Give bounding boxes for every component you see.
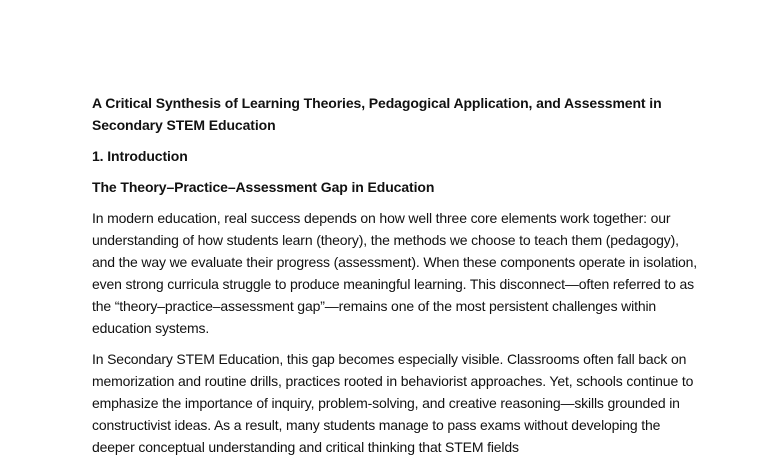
document-title: A Critical Synthesis of Learning Theories, Pedagogical Application, and Assessment in Secondary STEM Education	[92, 95, 662, 133]
paragraph: In modern education, real success depends on how well three core elements work together: our understanding of how students learn (theory), the methods we choose to teach them (pedagogy), and the way we evaluate their progress (assessment). When these components operate in isolation, even strong curricula struggle to produce meaningful learning. This disconnect—often referred to as the “theory–practice–assessment gap”—remains one of the most persistent challenges within education systems.	[92, 210, 698, 336]
section-heading: 1. Introduction	[92, 148, 188, 164]
paragraph: In Secondary STEM Education, this gap becomes especially visible. Classrooms often fall back on memorization and routine drills, practices rooted in behaviorist approaches. Yet, schools continue to emphasize the importance of inquiry, problem-solving, and creative reasoning—skills grounded in constructivist ideas. As a result, many students manage to pass exams without developing the deeper conceptual understanding and critical thinking that STEM fields	[92, 351, 694, 455]
subsection-heading: The Theory–Practice–Assessment Gap in Education	[92, 179, 435, 195]
document-body	[92, 92, 702, 467]
